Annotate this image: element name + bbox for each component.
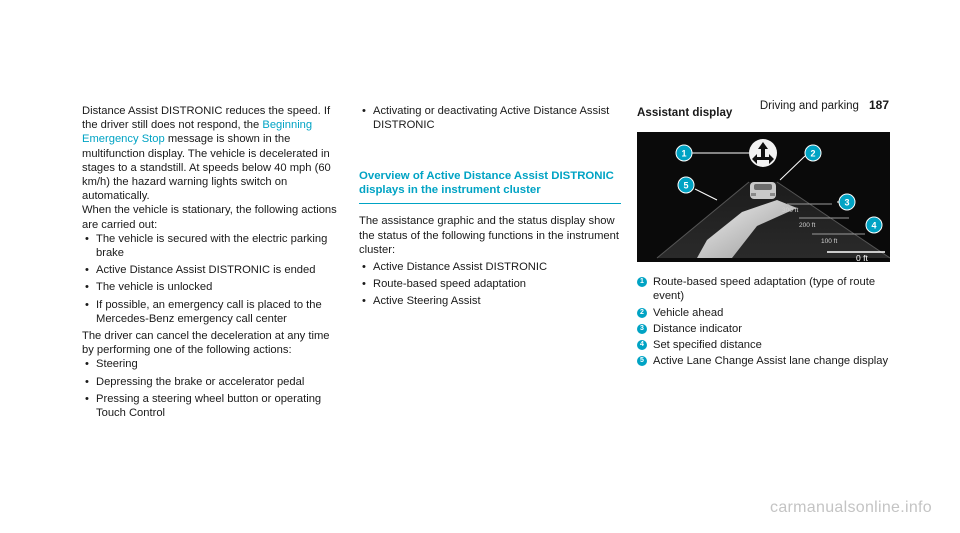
callout-3 xyxy=(839,194,855,210)
label-300ft: 300 ft xyxy=(782,207,799,215)
list-item: • Route-based speed adaptation xyxy=(359,277,621,291)
callout-1 xyxy=(676,145,692,161)
list-item: • Active Steering Assist xyxy=(359,294,621,308)
list-item: • Active Distance Assist DISTRONIC is ended xyxy=(82,263,344,277)
svg-text:2: 2 xyxy=(810,148,816,159)
paragraph-cancel: The driver can cancel the deceleration at any time by performing one of the following actions: xyxy=(82,330,330,357)
list-item: • Steering xyxy=(82,357,344,371)
watermark: carmanualsonline.info xyxy=(770,499,932,516)
svg-text:3: 3 xyxy=(844,197,850,208)
column-middle xyxy=(359,104,621,312)
page-number: 187 xyxy=(868,98,889,112)
assistant-display-graphic xyxy=(637,132,890,262)
list-item: • Pressing a steering wheel button or operating Touch Control xyxy=(82,392,344,420)
svg-text:4: 4 xyxy=(871,220,877,231)
legend-item: 4 Set specified distance xyxy=(637,338,895,352)
column-right xyxy=(637,104,895,370)
label-100ft: 100 ft xyxy=(821,238,838,246)
svg-text:5: 5 xyxy=(683,180,689,191)
assistant-display-figure xyxy=(637,132,890,262)
paragraph-assistance-graphic: The assistance graphic and the status display show the status of the following functions in the instrument cluster: xyxy=(359,215,619,256)
list-item: • If possible, an emergency call is placed to the Mercedes-Benz emergency call center xyxy=(82,298,344,326)
list-item: • Depressing the brake or accelerator pedal xyxy=(82,375,344,389)
list-cancel-actions xyxy=(82,357,344,420)
list-item: • Activating or deactivating Active Distance Assist DISTRONIC xyxy=(359,104,621,132)
label-200ft: 200 ft xyxy=(799,222,816,230)
legend-item: 1 Route-based speed adaptation (type of route event) xyxy=(637,275,895,303)
section-heading-overview: Overview of Active Distance Assist DISTRONIC displays in the instrument cluster xyxy=(359,170,621,204)
callout-2 xyxy=(805,145,821,161)
legend-item: 2 Vehicle ahead xyxy=(637,306,895,320)
link-beginning-emergency-stop[interactable]: Beginning Emergency Stop xyxy=(82,119,313,146)
label-0ft: 0 ft xyxy=(856,253,868,263)
assistant-display-title: Assistant display xyxy=(637,106,733,119)
svg-text:1: 1 xyxy=(681,148,687,159)
list-stationary-actions xyxy=(82,232,344,326)
list-activating xyxy=(359,104,621,132)
list-item: • The vehicle is unlocked xyxy=(82,280,344,294)
legend-item: 5 Active Lane Change Assist lane change display xyxy=(637,354,895,368)
callout-4 xyxy=(866,217,882,233)
list-item: • Active Distance Assist DISTRONIC xyxy=(359,260,621,274)
figure-legend xyxy=(637,275,895,368)
vehicle-ahead-icon xyxy=(750,182,776,199)
section-title: Driving and parking xyxy=(759,100,859,112)
column-left xyxy=(82,104,344,423)
callout-5 xyxy=(678,177,694,193)
list-functions xyxy=(359,260,621,309)
paragraph-emergency-stop: Distance Assist DISTRONIC reduces the speed. If the driver still does not respond, the Beginning Emergency Stop message is shown in the multifunction display. The vehicle is decelerated in stages to a standstill. At speeds below 40 mph (60 km/h) the hazard warning lights switch on automatically. xyxy=(82,105,331,203)
legend-item: 3 Distance indicator xyxy=(637,322,895,336)
route-event-icon xyxy=(749,139,777,167)
list-item: • The vehicle is secured with the electric parking brake xyxy=(82,232,344,260)
paragraph-stationary: When the vehicle is stationary, the following actions are carried out: xyxy=(82,204,337,231)
